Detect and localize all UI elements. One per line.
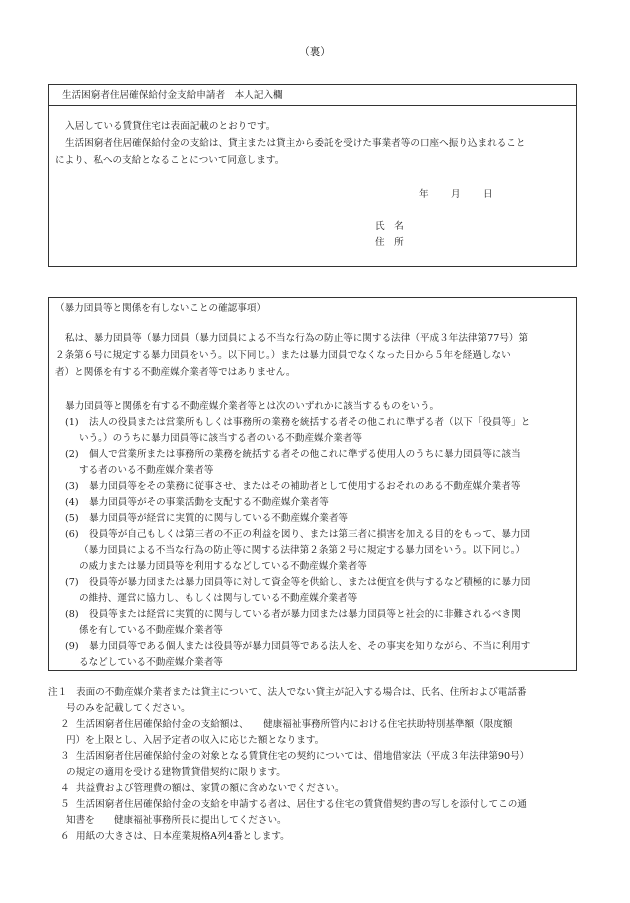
item-number: (9) bbox=[65, 641, 79, 652]
note-text: 生活困窮者住居確保給付金の支給を申請する者は、居住する住宅の賃貸借契約書の写しを添付してこの通 bbox=[76, 799, 527, 810]
note-number: ４ bbox=[60, 783, 70, 794]
item-text: の威力または暴力団員等を利用するなどしている不動産媒介業者等 bbox=[79, 561, 367, 572]
confirmation-title: （暴力団員等と関係を有しないことの確認事項） bbox=[55, 303, 267, 314]
item-text: 暴力団員等である個人または役員等が暴力団員等である法人を、その事実を知りながら、不当に利用す bbox=[89, 641, 531, 652]
date-year-label: 年 bbox=[419, 189, 429, 200]
antisocial-confirmation-section bbox=[48, 297, 577, 671]
note-text: 生活困窮者住居確保給付金の支給額は、 健康福祉事務所管内における住宅扶助特別基準額（限度額 bbox=[76, 719, 513, 730]
applicant-section-body bbox=[48, 105, 577, 267]
note-number: ２ bbox=[60, 719, 70, 730]
intro-line-1: 私は、暴力団員等（暴力団員（暴力団員による不当な行為の防止等に関する法律（平成３年法律第77号）第 bbox=[65, 333, 529, 344]
item-text: 役員等が自己もしくは第三者の不正の利益を図り、または第三者に損害を加える目的をもって、暴力団 bbox=[89, 529, 531, 540]
note-text: 表面の不動産媒介業者または貸主について、法人でない貸主が記入する場合は、氏名、住所および電話番 bbox=[76, 687, 527, 698]
intro-line-2: ２条第６号に規定する暴力団員をいう。以下同じ。）または暴力団員でなくなった日から５年を経過しない bbox=[55, 350, 511, 361]
note-text: 知書を 健康福祉事務所長に提出してください。 bbox=[66, 815, 287, 826]
item-text: 個人で営業所または事務所の業務を統括する者その他これに準ずる使用人のうちに暴力団員等に該当 bbox=[89, 449, 521, 460]
page-side-label: （裏） bbox=[299, 46, 331, 58]
consent-statement-line2: により、私への支給となることについて同意します。 bbox=[55, 155, 285, 166]
item-number: (4) bbox=[65, 497, 79, 508]
note-number: ３ bbox=[60, 751, 70, 762]
applicant-section-header bbox=[48, 84, 577, 106]
item-text: るなどしている不動産媒介業者等 bbox=[79, 657, 223, 668]
note-text: 円）を上限とし、入居予定者の収入に応じた額となります。 bbox=[66, 735, 325, 746]
residence-statement: 入居している賃貸住宅は表面記載のとおりです。 bbox=[65, 121, 276, 132]
item-text: 暴力団員等がその事業活動を支配する不動産媒介業者等 bbox=[89, 497, 329, 508]
item-number: (5) bbox=[65, 513, 79, 524]
item-text: する者のいる不動産媒介業者等 bbox=[79, 465, 214, 476]
item-text: 暴力団員等をその業務に従事させ、またはその補助者として使用するおそれのある不動産媒介業者等 bbox=[89, 481, 521, 492]
item-number: (1) bbox=[65, 417, 79, 428]
item-text: 役員等が暴力団または暴力団員等に対して資金等を供給し、または便宜を供与するなど積極的に暴力団 bbox=[89, 577, 531, 588]
consent-statement-line1: 生活困窮者住居確保給付金の支給は、貸主または貸主から委託を受けた事業者等の口座へ振り込まれること bbox=[65, 138, 526, 149]
note-text: の規定の適用を受ける建物賃貸借契約に限ります。 bbox=[66, 767, 286, 778]
notes-prefix: 注１ bbox=[48, 687, 68, 698]
date-day-label: 日 bbox=[483, 189, 493, 200]
note-number: ５ bbox=[60, 799, 70, 810]
item-text: 役員等または経営に実質的に関与している者が暴力団または暴力団員等と社会的に非難されるべき関 bbox=[89, 609, 521, 620]
definition-text: 暴力団員等と関係を有する不動産媒介業者等とは次のいずれかに該当するものをいう。 bbox=[65, 401, 440, 412]
note-text: 号のみを記載してください。 bbox=[66, 703, 191, 714]
item-text: 暴力団員等が経営に実質的に関与している不動産媒介業者等 bbox=[89, 513, 349, 524]
note-text: 生活困窮者住居確保給付金の対象となる賃貸住宅の契約については、借地借家法（平成３年法律第90号） bbox=[76, 751, 530, 762]
intro-line-3: 者）と関係を有する不動産媒介業者等ではありません。 bbox=[55, 367, 296, 378]
name-label: 氏 名 bbox=[375, 221, 404, 232]
item-number: (7) bbox=[65, 577, 79, 588]
item-number: (2) bbox=[65, 449, 79, 460]
item-text: いう。）のうちに暴力団員等に該当する者のいる不動産媒介業者等 bbox=[79, 433, 363, 444]
applicant-section-title: 生活困窮者住居確保給付金支給申請者 本人記入欄 bbox=[62, 90, 283, 101]
item-text: （暴力団員による不当な行為の防止等に関する法律第２条第２号に規定する暴力団をいう。以下同じ。） bbox=[79, 545, 526, 556]
note-text: 共益費および管理費の額は、家賃の額に含めないでください。 bbox=[76, 783, 345, 794]
note-number: ６ bbox=[60, 831, 70, 842]
item-text: 係を有している不動産媒介業者等 bbox=[79, 625, 223, 636]
item-number: (6) bbox=[65, 529, 79, 540]
item-number: (3) bbox=[65, 481, 79, 492]
item-text: 法人の役員または営業所もしくは事務所の業務を統括する者その他これに準ずる者（以下「役員等」と bbox=[89, 417, 531, 428]
date-month-label: 月 bbox=[451, 189, 461, 200]
item-text: の維持、運営に協力し、もしくは関与している不動産媒介業者等 bbox=[79, 593, 358, 604]
note-text: 用紙の大きさは、日本産業規格A列4番とします。 bbox=[76, 831, 290, 842]
address-label: 住 所 bbox=[375, 237, 404, 248]
item-number: (8) bbox=[65, 609, 79, 620]
